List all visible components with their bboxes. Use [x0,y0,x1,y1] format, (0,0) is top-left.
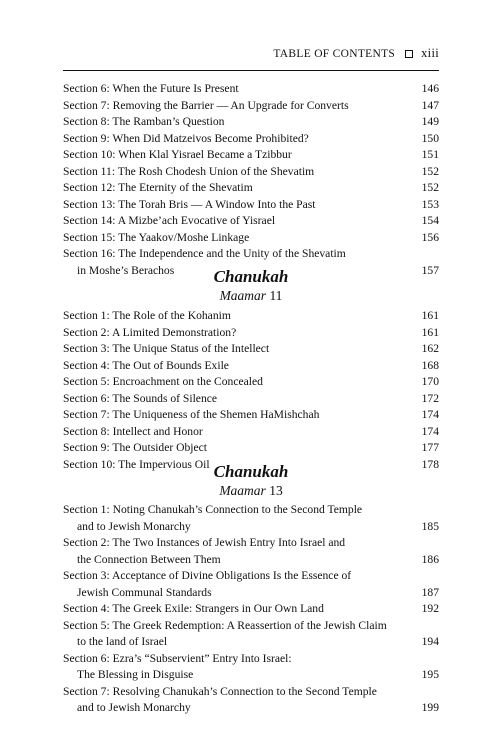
header-rule [63,70,439,71]
toc-entry: Section 4: The Greek Exile: Strangers in Our Own Land 192 [63,602,439,615]
running-header [63,46,439,61]
header-title: TABLE OF CONTENTS [273,47,396,60]
toc-entry: Section 16: The Independence and the Unity of the Shevatim in Moshe’s Berachos 157 [63,247,439,277]
toc-group-1 [63,81,439,279]
toc-entry: Section 15: The Yaakov/Moshe Linkage 156 [63,230,439,244]
toc-entry: Section 4: The Out of Bounds Exile 168 [63,358,439,372]
toc-entry: Section 5: Encroachment on the Concealed 170 [63,375,439,388]
toc-entry: Section 6: The Sounds of Silence 172 [63,391,439,405]
header-page-number: xiii [421,46,439,60]
toc-entry: Section 13: The Torah Bris — A Window Into the Past 153 [63,197,439,211]
chapter-heading: Chanukah [213,267,289,286]
toc-entry: Section 12: The Eternity of the Shevatim 152 [63,181,439,194]
toc-entry: Section 2: The Two Instances of Jewish Entry Into Israel and the Connection Between Them 186 [63,536,439,566]
toc-entry: Section 9: The Outsider Object 177 [63,441,439,454]
toc-entry: Section 8: Intellect and Honor 174 [63,424,439,438]
square-ornament-icon [405,50,413,58]
toc-entry: Section 3: Acceptance of Divine Obligations Is the Essence of Jewish Communal Standards 187 [63,569,439,599]
chapter-subheading: Maamar 13 [219,483,283,498]
toc-entry: Section 9: When Did Matzeivos Become Prohibited? 150 [63,131,439,145]
toc-entry: Section 1: Noting Chanukah’s Connection to the Second Temple and to Jewish Monarchy 185 [63,503,439,533]
toc-group-3 [63,502,439,717]
toc-entry: Section 1: The Role of the Kohanim 161 [63,309,439,322]
chapter-heading: Chanukah [213,462,289,481]
toc-entry: Section 10: When Klal Yisrael Became a Tzibbur 151 [63,148,439,161]
toc-entry: Section 11: The Rosh Chodesh Union of the Shevatim 152 [63,164,439,178]
toc-chapter-chanukah-13 [63,462,439,500]
toc-entry: Section 14: A Mizbe’ach Evocative of Yisrael 154 [63,214,439,227]
toc-entry: Section 5: The Greek Redemption: A Reassertion of the Jewish Claim to the land of Israel 194 [63,618,439,648]
toc-entry: Section 7: Removing the Barrier — An Upgrade for Converts 147 [63,98,439,112]
toc-entry: Section 10: The Impervious Oil 178 [63,457,439,471]
toc-entry: Section 6: When the Future Is Present 146 [63,82,439,95]
toc-entry: Section 7: Resolving Chanukah’s Connection to the Second Temple and to Jewish Monarchy 199 [63,684,439,714]
toc-entry: Section 2: A Limited Demonstration? 161 [63,325,439,339]
toc-entry: Section 8: The Ramban’s Question 149 [63,115,439,128]
toc-entry: Section 6: Ezra’s “Subservient” Entry Into Israel: The Blessing in Disguise 195 [63,651,439,681]
toc-entry: Section 3: The Unique Status of the Intellect 162 [63,342,439,355]
toc-group-2 [63,308,439,473]
toc-chapter-chanukah-11 [63,267,439,305]
toc-entry: Section 7: The Uniqueness of the Shemen HaMishchah 174 [63,408,439,421]
chapter-subheading: Maamar 11 [219,288,283,303]
